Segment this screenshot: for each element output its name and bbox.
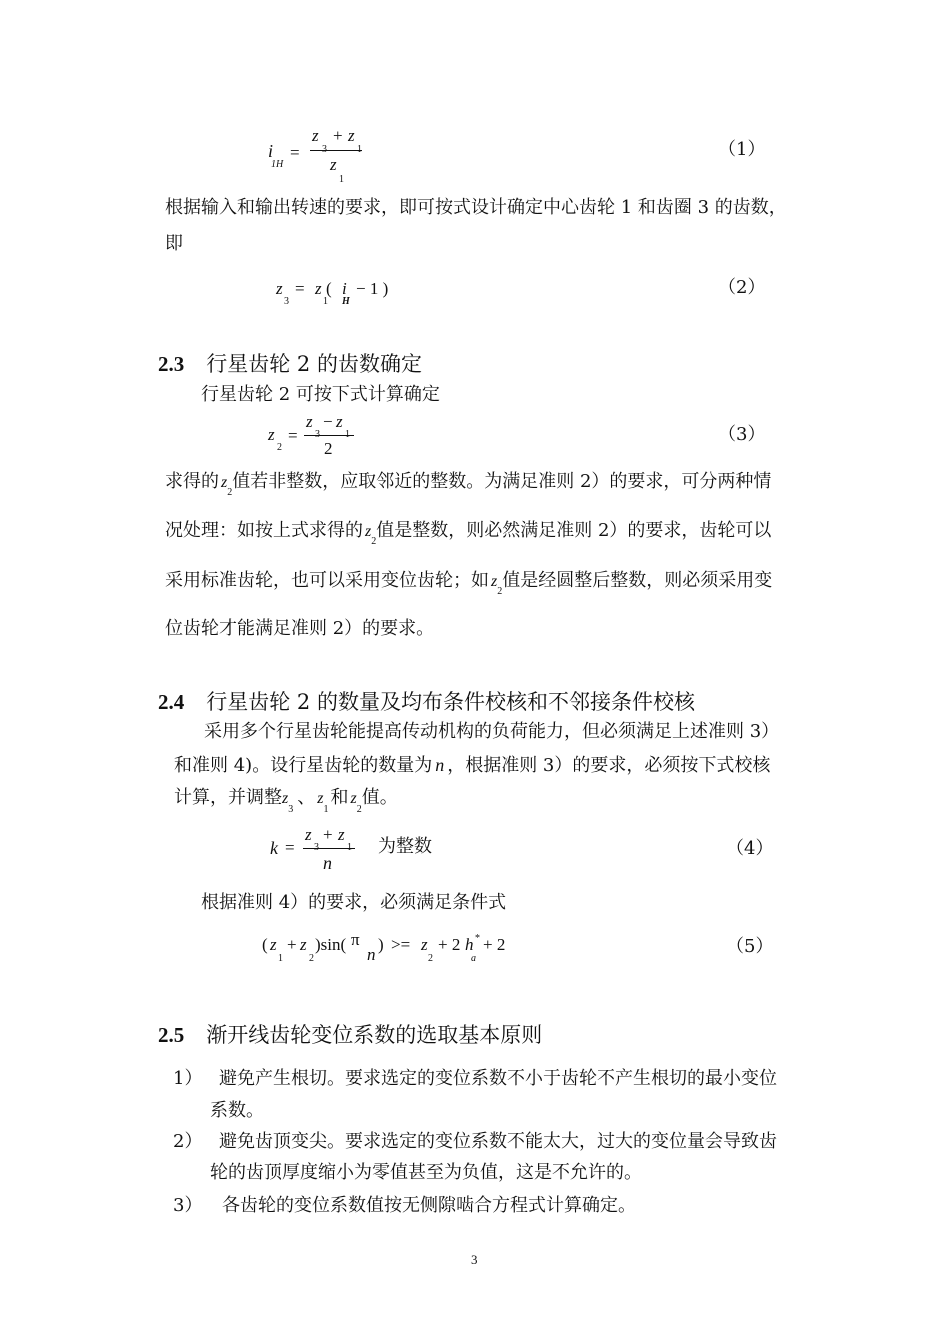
eq1-equals: = <box>290 143 300 162</box>
eq5-ge: >= <box>391 935 411 954</box>
z-var: z <box>365 523 372 540</box>
list-item-line-1: 各齿轮的变位系数值按无侧隙啮合方程式计算确定。 <box>222 1195 636 1216</box>
text: 和 <box>330 787 349 808</box>
paragraph-5: 根据准则 4）的要求，必须满足条件式 <box>201 892 507 913</box>
eq5-z1: z <box>270 935 277 954</box>
paragraph-1-line-2: 即 <box>165 233 183 254</box>
eq1-lhs-sub: 1H <box>271 159 284 170</box>
eq5-z2b: z <box>421 935 428 954</box>
list-marker: 2） <box>173 1131 203 1152</box>
eq2-rhs-z-sub: 1 <box>323 296 328 307</box>
z1-sub: 1 <box>323 804 329 815</box>
eq2-equals: = <box>295 279 305 298</box>
eq5-plus3: + 2 <box>483 935 506 954</box>
text: ，根据准则 3）的要求，必须按下式校核 <box>447 755 771 776</box>
eq3-num-b: z <box>336 412 343 431</box>
eq1-num-a: z <box>312 126 319 145</box>
section-number: 2.5 <box>158 1023 185 1047</box>
eq5-pi: π <box>351 930 360 949</box>
paragraph-1-line-1: 根据输入和输出转速的要求，即可按式设计确定中心齿轮 1 和齿圈 3 的齿数， <box>165 197 787 218</box>
eq1-num-b: z <box>348 126 355 145</box>
page-number: 3 <box>471 1252 478 1267</box>
z-sub: 2 <box>497 586 503 597</box>
z2-var: z <box>350 790 357 807</box>
eq4-den: n <box>323 853 332 873</box>
eq2-paren-open: ( <box>326 279 332 298</box>
paragraph-3-line-2 <box>165 520 772 547</box>
text: 值。 <box>361 787 398 808</box>
eq5-h: h <box>465 935 474 954</box>
eq2-rhs-z: z <box>315 279 322 298</box>
eq2-i-sub: H <box>342 296 350 307</box>
eq4-num-b: z <box>338 825 345 844</box>
text: 和准则 4)。设行星齿轮的数量为 <box>174 755 433 776</box>
eq3-equals: = <box>288 426 298 445</box>
list-item-line-1: 避免产生根切。要求选定的变位系数不小于齿轮不产生根切的最小变位 <box>219 1068 777 1089</box>
eq3-fraction-bar <box>304 435 354 436</box>
text: 值是整数，则必然满足准则 2）的要求，齿轮可以 <box>376 520 772 541</box>
eq3-num-a: z <box>306 412 313 431</box>
eq5-z1-sub: 1 <box>278 953 283 964</box>
eq5-close: ) <box>378 935 384 954</box>
eq1-fraction-bar <box>310 150 362 151</box>
list-item-line-1: 避免齿顶变尖。要求选定的变位系数不能太大，过大的变位量会导致齿 <box>219 1131 777 1152</box>
eq5-open: ( <box>262 935 268 954</box>
section-2-3-intro: 行星齿轮 2 可按下式计算确定 <box>201 384 440 405</box>
z-var: z <box>221 474 228 491</box>
z1-var: z <box>317 790 324 807</box>
eq4-fraction-bar <box>303 848 355 849</box>
section-2-4-line-1: 采用多个行星齿轮能提高传动机构的负荷能力，但必须满足上述准则 3） <box>204 721 780 742</box>
eq5-h-sub: a <box>471 953 476 964</box>
eq4-num-a: z <box>305 825 312 844</box>
z3-var: z <box>282 790 289 807</box>
eq1-den: z <box>330 155 337 174</box>
eq2-i: i <box>342 279 347 298</box>
text: 值若非整数，应取邻近的整数。为满足准则 2）的要求，可分两种情 <box>232 471 772 492</box>
eq5-star: * <box>475 933 480 944</box>
n-var: n <box>435 755 445 775</box>
eq5-z2: z <box>300 935 307 954</box>
text: 值是经圆整后整数，则必须采用变 <box>502 570 773 591</box>
z-sub: 2 <box>371 536 377 547</box>
section-title: 渐开线齿轮变位系数的选取基本原则 <box>206 1023 543 1047</box>
eq4-equals: = <box>285 838 295 857</box>
eq2-minus-one: − 1 ) <box>356 279 389 298</box>
eq2-lhs: z <box>276 279 283 298</box>
section-number: 2.3 <box>158 352 185 376</box>
z3-sub: 3 <box>288 804 294 815</box>
section-number: 2.4 <box>158 690 185 714</box>
eq5-plus: + <box>287 935 297 954</box>
eq2-lhs-sub: 3 <box>284 296 289 307</box>
eq3-den: 2 <box>324 439 333 458</box>
eq1-den-sub: 1 <box>339 174 344 185</box>
section-2-4-line-3 <box>174 787 398 815</box>
paragraph-3-line-4: 位齿轮才能满足准则 2）的要求。 <box>165 618 435 639</box>
eq5-plus2: + 2 <box>438 935 461 954</box>
eq3-minus: − <box>323 412 333 431</box>
section-heading-2-3 <box>158 348 422 378</box>
list-item-line-2: 轮的齿顶厚度缩小为零值甚至为负值，这是不允许的。 <box>210 1162 642 1183</box>
text: 计算，并调整 <box>174 787 282 808</box>
eq5-number: （5） <box>726 936 774 957</box>
section-title: 行星齿轮 2 的齿数确定 <box>206 352 422 376</box>
eq1-lhs-var: i <box>268 141 274 161</box>
separator: 、 <box>297 787 316 808</box>
list-marker: 1） <box>173 1068 203 1089</box>
list-marker: 3） <box>173 1195 203 1216</box>
list-item-line-2: 系数。 <box>210 1100 264 1121</box>
text: 况处理：如按上式求得的 <box>165 520 363 541</box>
eq3-lhs: z <box>268 425 275 444</box>
eq3-number: （3） <box>718 424 766 445</box>
eq1-number: （1） <box>718 139 766 160</box>
eq4-plus: + <box>323 825 333 844</box>
section-heading-2-5 <box>158 1019 542 1049</box>
section-2-4-line-2 <box>174 756 770 775</box>
paragraph-3-line-3 <box>165 570 773 597</box>
eq3-lhs-sub: 2 <box>277 442 282 453</box>
z-var: z <box>491 573 498 590</box>
z2-sub: 2 <box>356 804 362 815</box>
section-title: 行星齿轮 2 的数量及均布条件校核和不邻接条件校核 <box>206 690 695 714</box>
eq5-z2b-sub: 2 <box>428 953 433 964</box>
eq5-sin: )sin( <box>315 935 347 954</box>
eq4-tail: 为整数 <box>378 836 432 857</box>
eq1-plus: + <box>333 126 343 145</box>
text: 求得的 <box>165 471 219 492</box>
eq2-number: （2） <box>718 277 766 298</box>
z-sub: 2 <box>227 487 233 498</box>
eq5-z2-sub: 2 <box>309 953 314 964</box>
paragraph-3-line-1 <box>165 471 772 498</box>
eq4-number: （4） <box>726 838 774 859</box>
section-heading-2-4 <box>158 686 695 716</box>
eq4-lhs: k <box>270 838 278 858</box>
eq5-n: n <box>367 945 376 964</box>
text: 采用标准齿轮，也可以采用变位齿轮；如 <box>165 570 489 591</box>
